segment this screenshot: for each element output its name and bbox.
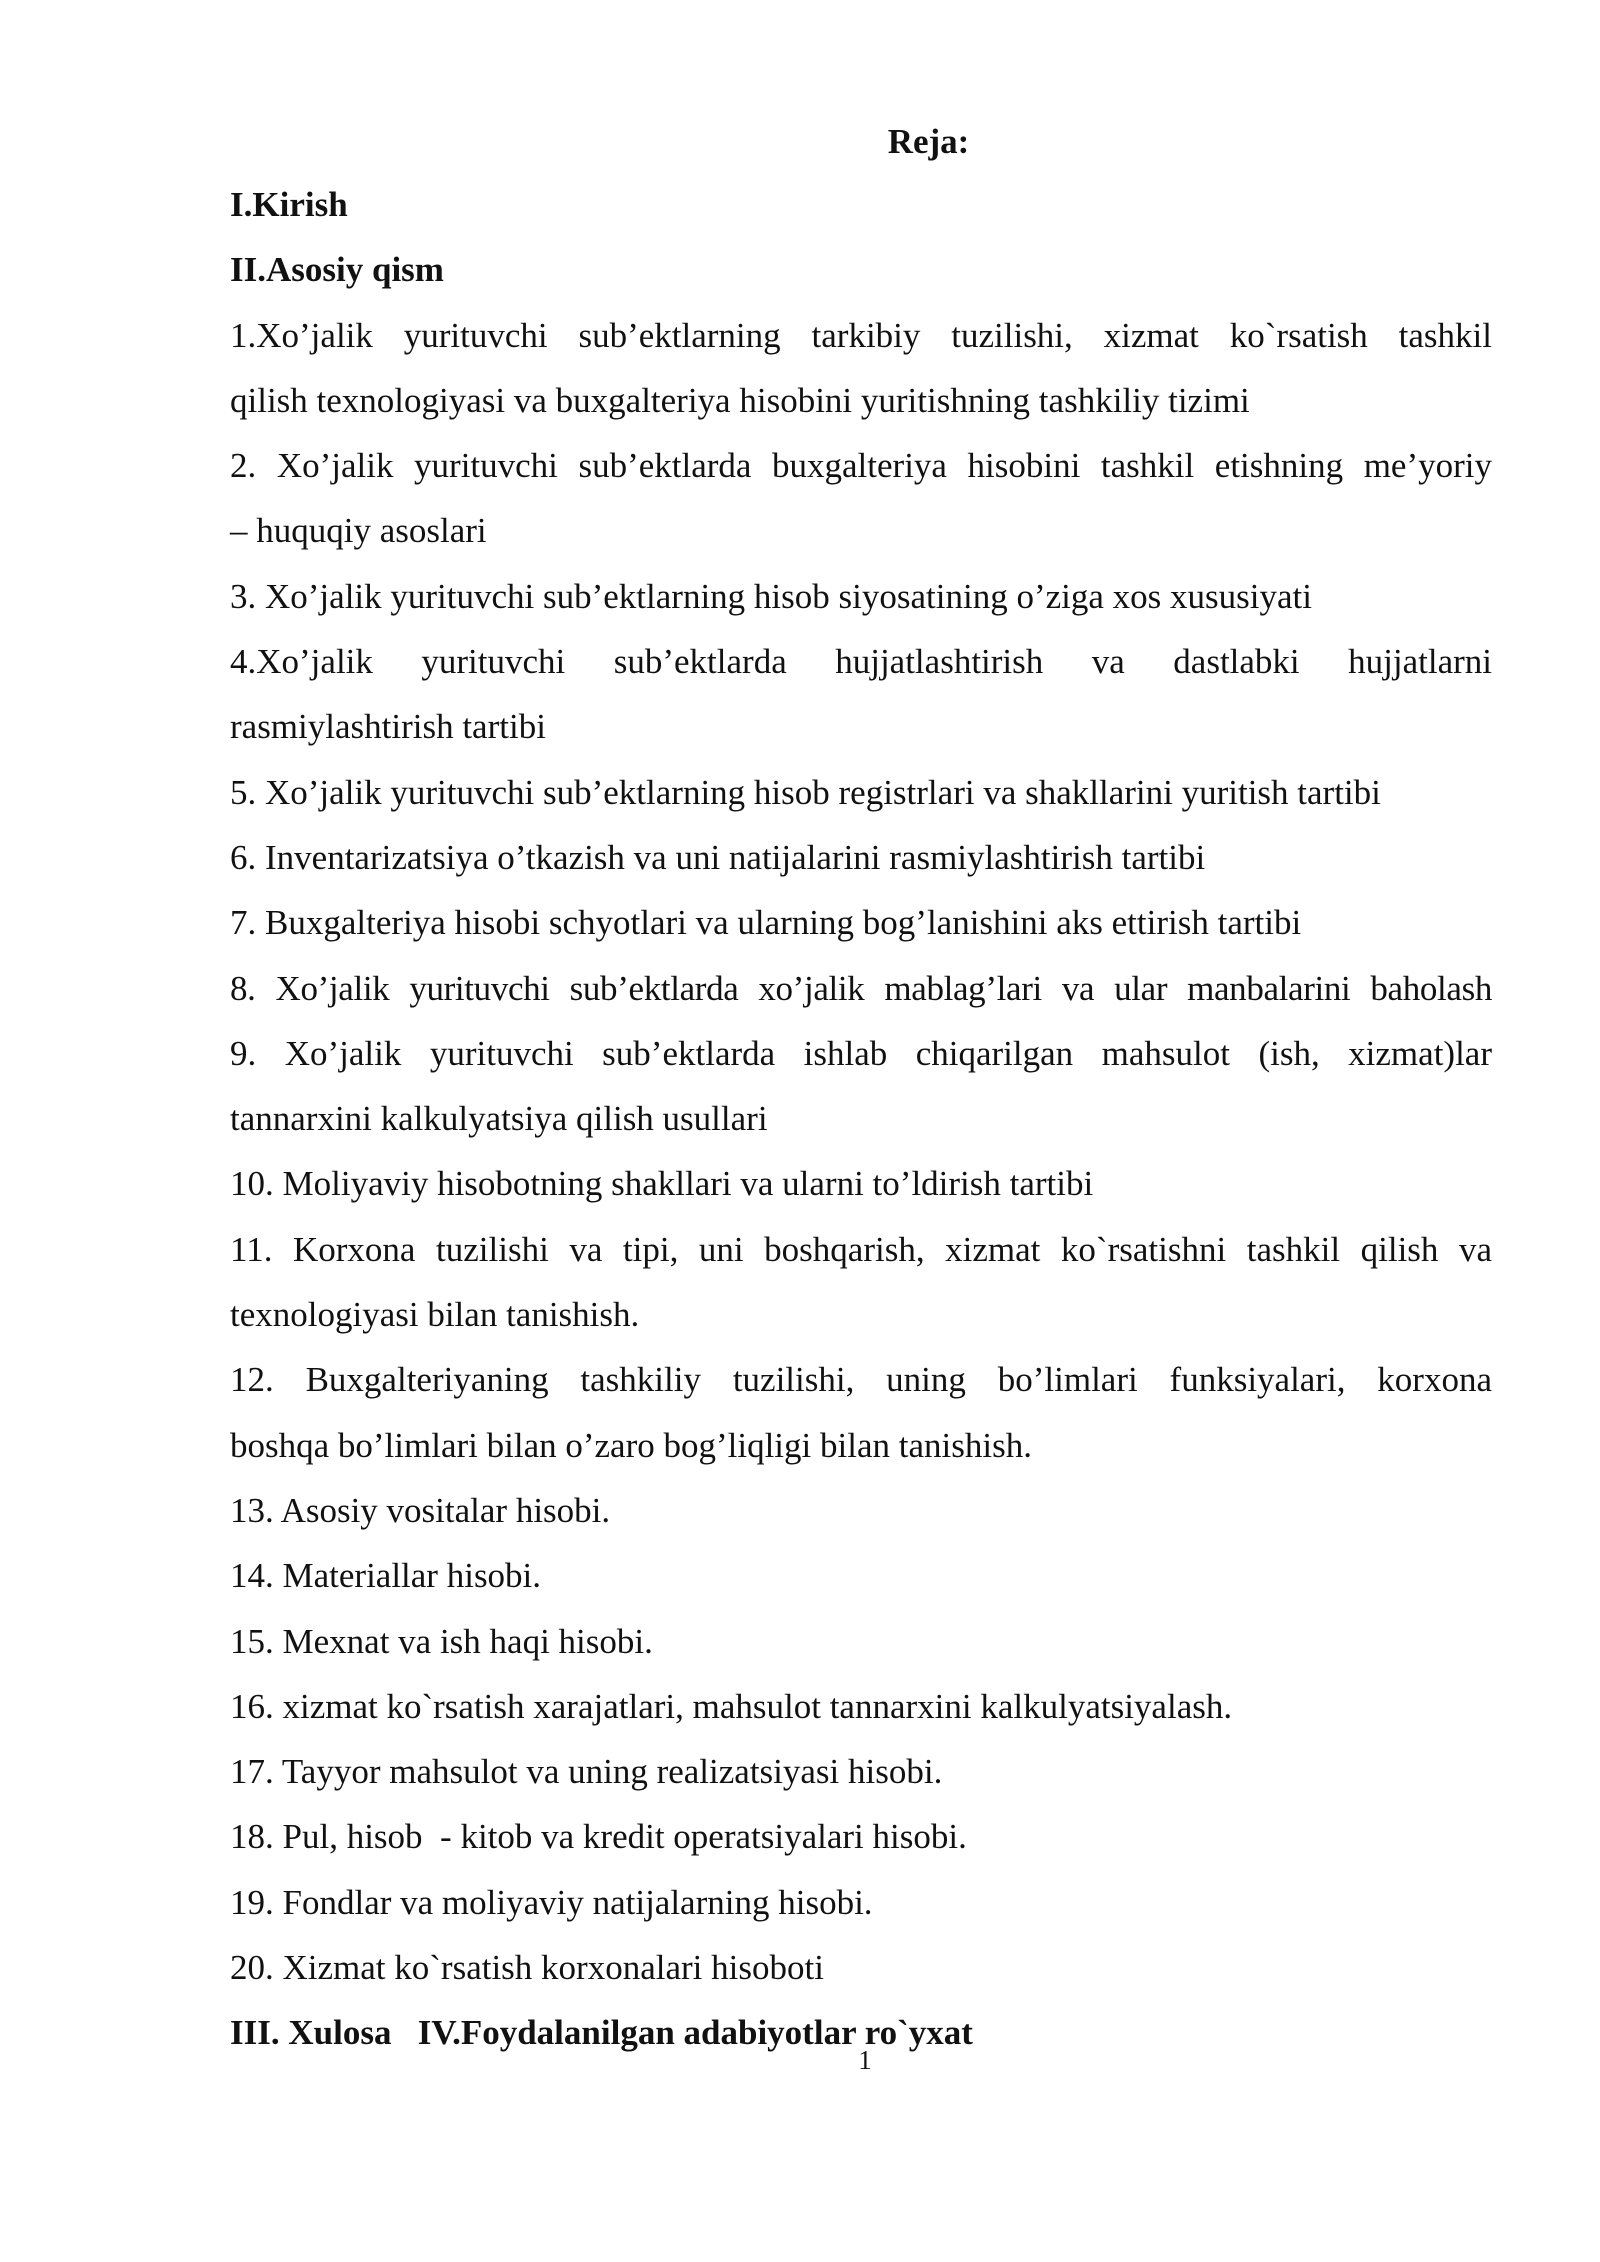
plan-item-17 <box>230 1739 1492 1804</box>
section-intro: I.Kirish <box>230 185 348 224</box>
plan-item-14 <box>230 1543 1492 1608</box>
plan-item-3 <box>230 564 1492 629</box>
plan-item-line: 13. Asosiy vositalar hisobi. <box>230 1490 611 1530</box>
plan-item-13 <box>230 1478 1492 1543</box>
plan-item-18 <box>230 1804 1492 1869</box>
plan-item-line: rasmiylashtirish tartibi <box>230 707 546 747</box>
plan-item-2 <box>230 433 1492 564</box>
plan-item-12 <box>230 1347 1492 1478</box>
plan-item-15 <box>230 1609 1492 1674</box>
plan-item-line: 3. Xo’jalik yurituvchi sub’ektlarning hisob siyosatining o’ziga xos xususiyati <box>230 576 1312 616</box>
plan-item-19 <box>230 1870 1492 1935</box>
plan-item-line: 14. Materiallar hisobi. <box>230 1556 542 1596</box>
plan-item-line: 8. Xo’jalik yurituvchi sub’ektlarda xo’jalik mablag’lari va ular manbalarini baholash <box>230 968 1492 1008</box>
page-number: 1 <box>858 2045 872 2075</box>
plan-item-16 <box>230 1674 1492 1739</box>
plan-item-line: texnologiyasi bilan tanishish. <box>230 1295 640 1335</box>
plan-item-20 <box>230 1935 1492 2000</box>
plan-item-line: 15. Mexnat va ish haqi hisobi. <box>230 1621 653 1661</box>
plan-item-8 <box>230 956 1492 1021</box>
plan-item-11 <box>230 1217 1492 1348</box>
plan-item-line: 1.Xo’jalik yurituvchi sub’ektlarning tarkibiy tuzilishi, xizmat ko`rsatish tashkil <box>230 315 1492 355</box>
plan-item-line: 16. xizmat ko`rsatish xarajatlari, mahsulot tannarxini kalkulyatsiyalash. <box>230 1686 1233 1726</box>
plan-item-line: 18. Pul, hisob - kitob va kredit operatsiyalari hisobi. <box>230 1817 967 1857</box>
plan-item-line: 11. Korxona tuzilishi va tipi, uni boshqarish, xizmat ko`rsatishni tashkil qilish va <box>230 1229 1492 1269</box>
section-main: II.Asosiy qism <box>230 250 444 290</box>
plan-item-line: 19. Fondlar va moliyaviy natijalarning hisobi. <box>230 1882 873 1922</box>
plan-item-1 <box>230 303 1492 434</box>
plan-item-line: 6. Inventarizatsiya o’tkazish va uni natijalarini rasmiylashtirish tartibi <box>230 837 1206 877</box>
plan-item-6 <box>230 825 1492 890</box>
plan-item-line: 7. Buxgalteriya hisobi schyotlari va ularning bog’lanishini aks ettirish tartibi <box>230 903 1302 943</box>
plan-item-line: 20. Xizmat ko`rsatish korxonalari hisoboti <box>230 1948 824 1988</box>
plan-item-line: 17. Tayyor mahsulot va uning realizatsiyasi hisobi. <box>230 1752 943 1792</box>
plan-item-9 <box>230 1021 1492 1152</box>
plan-item-line: 12. Buxgalteriyaning tashkiliy tuzilishi, uning bo’limlari funksiyalari, korxona <box>230 1360 1492 1400</box>
plan-item-line: 10. Moliyaviy hisobotning shakllari va ularni to’ldirish tartibi <box>230 1164 1094 1204</box>
plan-item-line: 2. Xo’jalik yurituvchi sub’ektlarda buxgalteriya hisobini tashkil etishning me’yoriy <box>230 446 1492 486</box>
plan-item-10 <box>230 1151 1492 1216</box>
document-page <box>230 112 1492 2066</box>
page-title: Reja: <box>887 122 970 161</box>
section-conclusion: III. Xulosa IV.Foydalanilgan adabiyotlar ro`yxat <box>230 2013 973 2053</box>
plan-item-line: qilish texnologiyasi va buxgalteriya hisobini yuritishning tashkiliy tizimi <box>230 380 1250 420</box>
plan-item-7 <box>230 890 1492 955</box>
plan-item-line: boshqa bo’limlari bilan o’zaro bog’liqligi bilan tanishish. <box>230 1425 1032 1465</box>
plan-item-5 <box>230 760 1492 825</box>
plan-item-line: 4.Xo’jalik yurituvchi sub’ektlarda hujjatlashtirish va dastlabki hujjatlarni <box>230 642 1492 682</box>
plan-item-line: tannarxini kalkulyatsiya qilish usullari <box>230 1099 768 1139</box>
plan-item-line: 5. Xo’jalik yurituvchi sub’ektlarning hisob registrlari va shakllarini yuritish tartibi <box>230 772 1381 812</box>
plan-item-4 <box>230 629 1492 760</box>
plan-item-line: 9. Xo’jalik yurituvchi sub’ektlarda ishlab chiqarilgan mahsulot (ish, xizmat)lar <box>230 1033 1492 1073</box>
plan-item-line: – huquqiy asoslari <box>230 511 487 551</box>
